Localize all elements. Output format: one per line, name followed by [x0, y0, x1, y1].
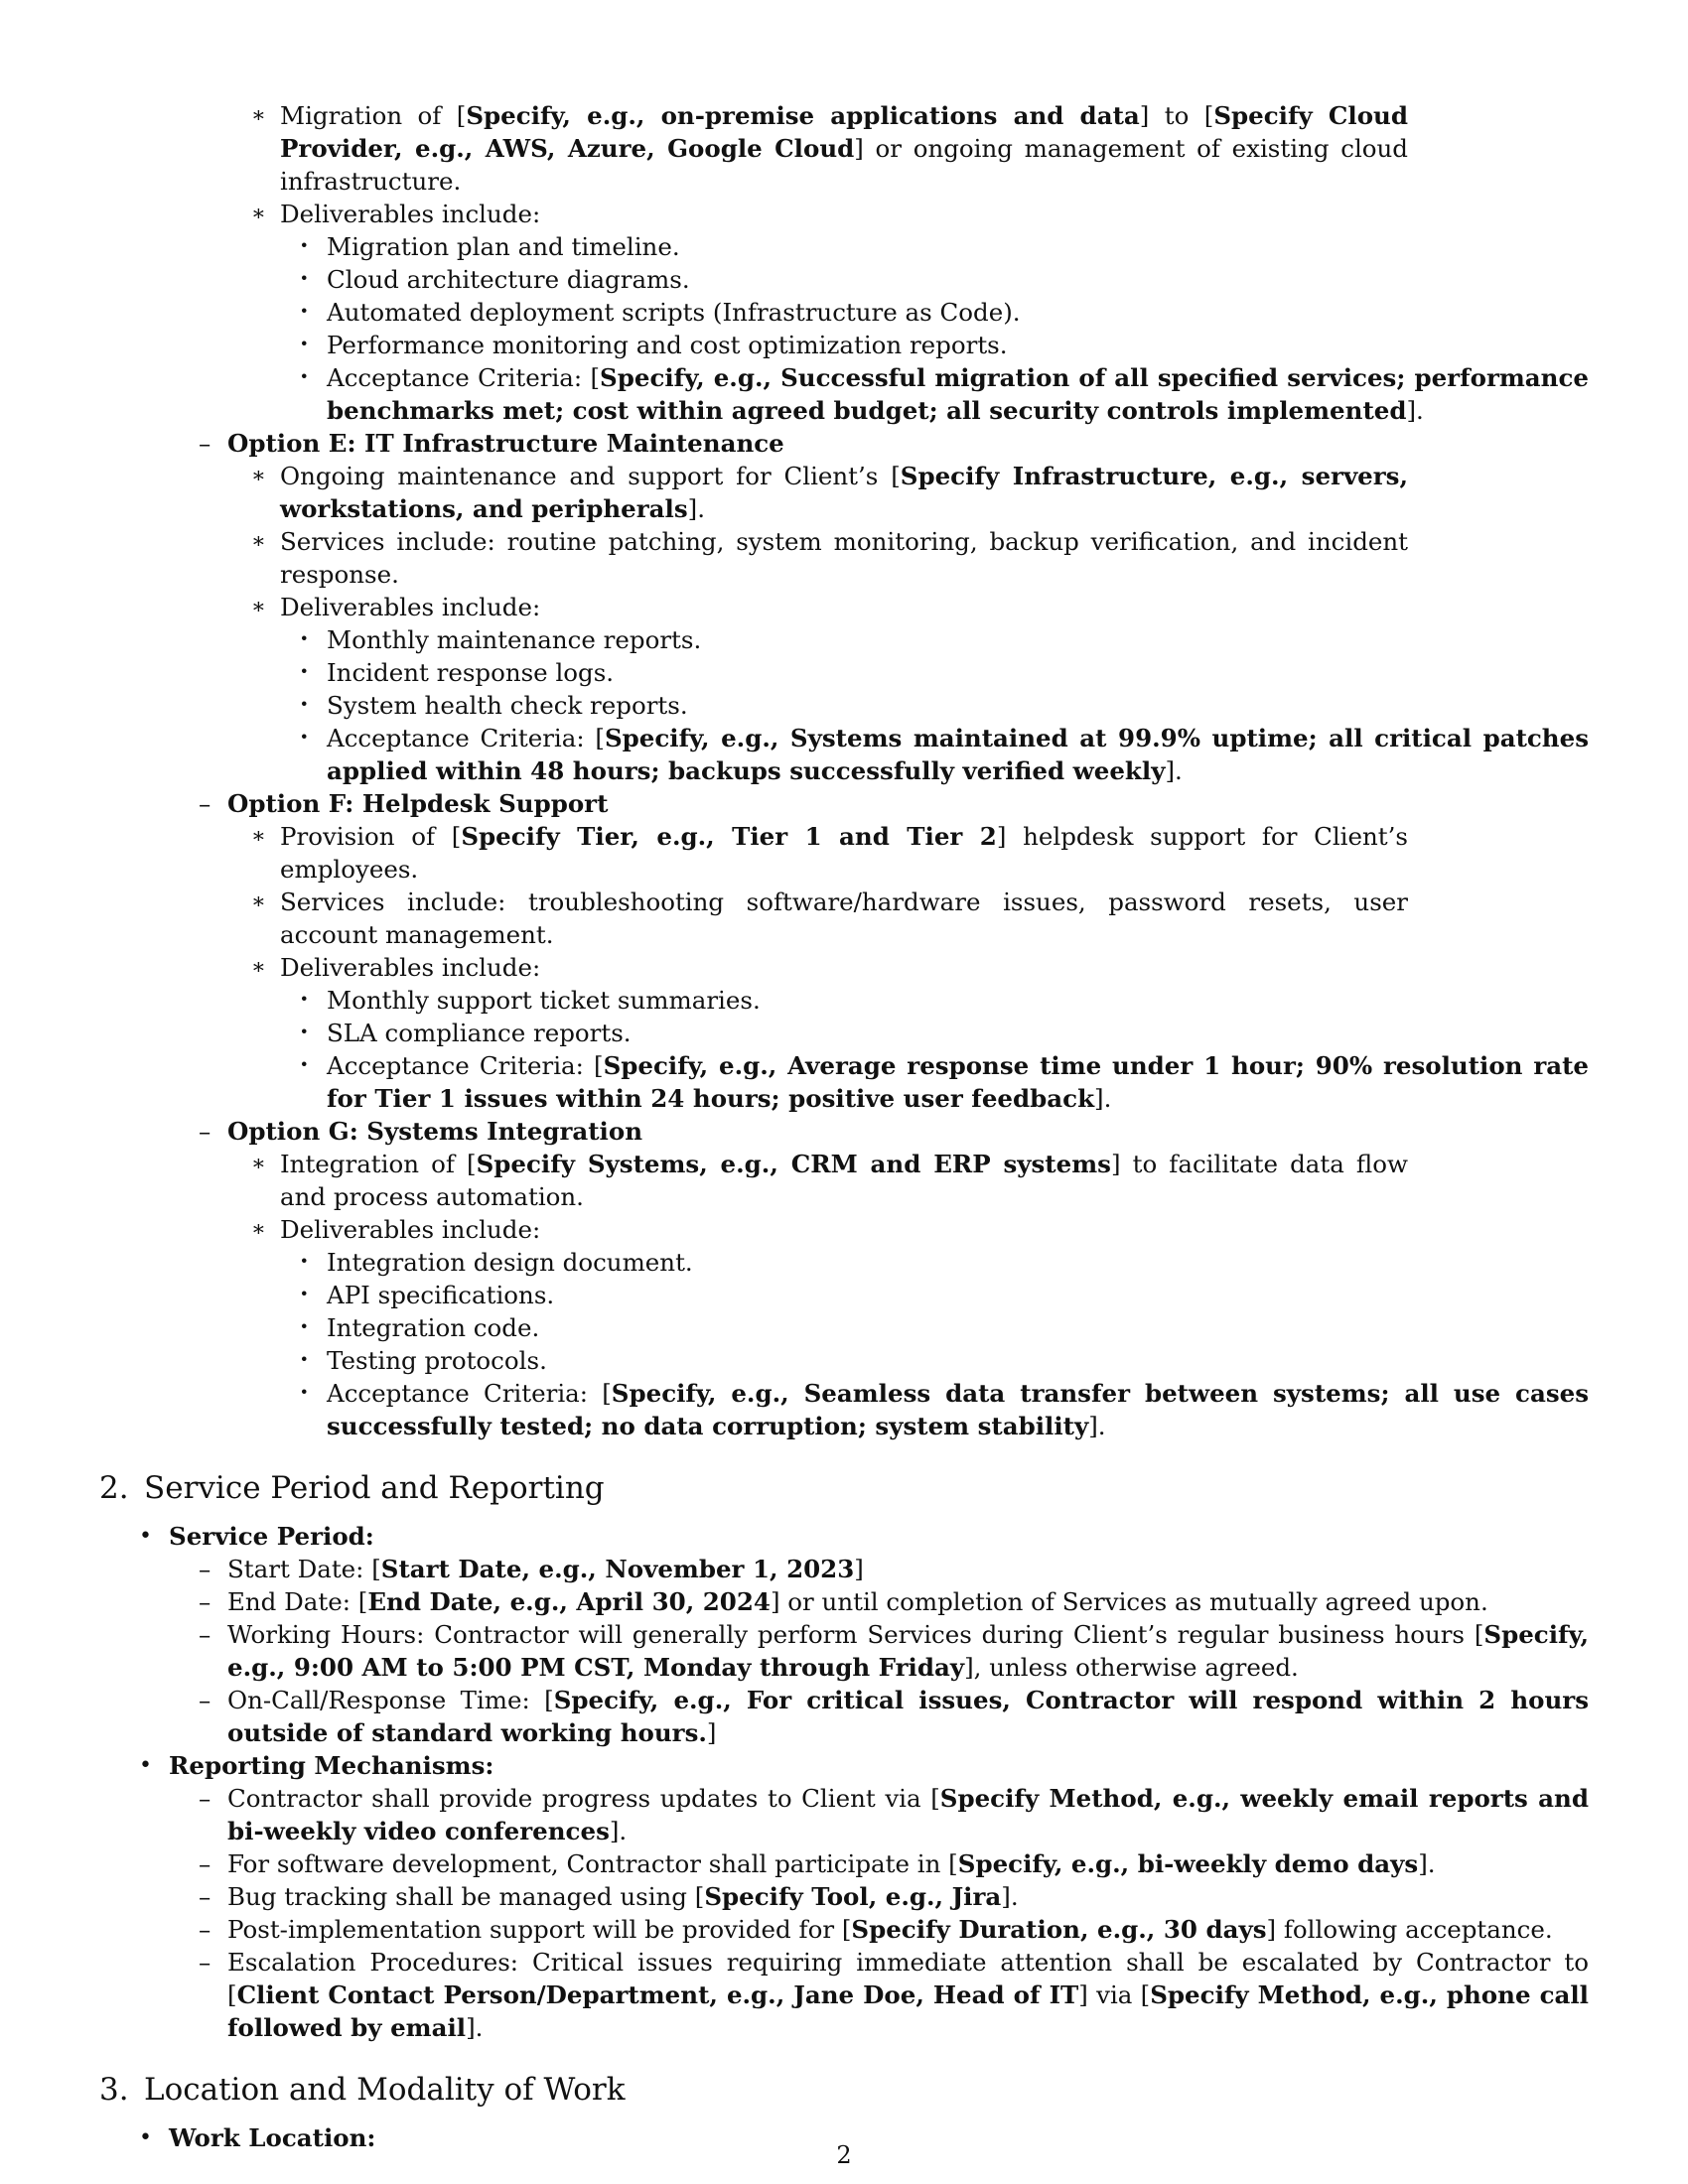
deliverable-item: · Cloud architecture diagrams.	[300, 263, 690, 294]
deliverable-item: · Performance monitoring and cost optimization reports.	[300, 329, 1008, 359]
deliverable-item: · Monthly support ticket summaries.	[300, 984, 761, 1015]
dash-bullet-icon: –	[199, 1784, 211, 1813]
dot-bullet-icon: ·	[300, 623, 309, 652]
deliverable-item: · Integration design document.	[300, 1246, 693, 1277]
bullet-icon: •	[139, 2125, 152, 2150]
bullet-icon: •	[139, 1753, 152, 1778]
list-item: – Working Hours: Contractor will generally perform Services during Client’s regular business hours [Specify, e.g., 9:00 AM to 5:00 PM CST, Monday through Friday], unless otherwise agreed.	[199, 1620, 1589, 1682]
deliverable-item: · SLA compliance reports.	[300, 1017, 632, 1047]
deliverable-item: · Testing protocols.	[300, 1344, 547, 1375]
list-item: ∗ Deliverables include:	[251, 593, 541, 621]
list-item: • Service Period:	[139, 1522, 374, 1551]
list-item: ∗ Deliverables include:	[251, 953, 541, 982]
dot-bullet-icon: ·	[300, 1246, 309, 1275]
deliverable-item: · Incident response logs.	[300, 656, 615, 687]
list-item: ∗ Provision of [Specify Tier, e.g., Tier 1 and Tier 2] helpdesk support for Client’s employees.	[251, 822, 1408, 884]
acceptance-criteria: · Acceptance Criteria: [Specify, e.g., Average response time under 1 hour; 90% resolution rate for Tier 1 issues within 24 hours; positive user feedback].	[300, 1049, 1590, 1113]
dot-bullet-icon: ·	[300, 263, 309, 292]
dash-bullet-icon: –	[199, 1882, 211, 1911]
option-heading: – Option F: Helpdesk Support	[199, 789, 609, 818]
dash-bullet-icon: –	[199, 1686, 211, 1714]
list-item: • Work Location:	[139, 2123, 376, 2152]
section-heading: 3. Location and Modality of Work	[99, 2072, 626, 2108]
list-item: ∗ Deliverables include:	[251, 200, 541, 228]
dot-bullet-icon: ·	[300, 722, 309, 751]
dot-bullet-icon: ·	[300, 1279, 309, 1307]
section-heading: 2. Service Period and Reporting	[99, 1470, 605, 1506]
asterisk-bullet-icon: ∗	[251, 103, 266, 128]
asterisk-bullet-icon: ∗	[251, 1152, 266, 1176]
dash-bullet-icon: –	[199, 1948, 211, 1977]
dot-bullet-icon: ·	[300, 361, 309, 390]
list-item: ∗ Migration of [Specify, e.g., on-premise applications and data] to [Specify Cloud Provider, e.g., AWS, Azure, Google Cloud] or ongoing management of existing cloud infrastructure.	[251, 101, 1408, 196]
asterisk-bullet-icon: ∗	[251, 889, 266, 914]
deliverable-item: · Integration code.	[300, 1311, 540, 1342]
list-item: – Post-implementation support will be provided for [Specify Duration, e.g., 30 days] following acceptance.	[199, 1915, 1553, 1944]
acceptance-criteria: · Acceptance Criteria: [Specify, e.g., Seamless data transfer between systems; all use cases successfully tested; no data corruption; system stability].	[300, 1377, 1589, 1440]
dot-bullet-icon: ·	[300, 656, 309, 685]
list-item: ∗ Ongoing maintenance and support for Client’s [Specify Infrastructure, e.g., servers, workstations, and peripherals].	[251, 462, 1408, 523]
list-item: ∗ Services include: routine patching, system monitoring, backup verification, and incident response.	[251, 527, 1408, 589]
deliverable-item: · System health check reports.	[300, 689, 688, 720]
dot-bullet-icon: ·	[300, 1377, 309, 1406]
dash-bullet-icon: –	[199, 789, 211, 818]
list-item: – For software development, Contractor shall participate in [Specify, e.g., bi-weekly demo days].	[199, 1849, 1436, 1878]
asterisk-bullet-icon: ∗	[251, 824, 266, 849]
list-item: – Start Date: [Start Date, e.g., November 1, 2023]	[199, 1555, 864, 1583]
dot-bullet-icon: ·	[300, 296, 309, 325]
asterisk-bullet-icon: ∗	[251, 529, 266, 554]
dot-bullet-icon: ·	[300, 1017, 309, 1045]
asterisk-bullet-icon: ∗	[251, 1217, 266, 1242]
list-item: – Escalation Procedures: Critical issues requiring immediate attention shall be escalated by Contractor to [Client Contact Person/Department, e.g., Jane Doe, Head of IT] via [Specify Method, e.g., phone call followed by email].	[199, 1948, 1589, 2042]
list-item: – End Date: [End Date, e.g., April 30, 2024] or until completion of Services as mutually agreed upon.	[199, 1587, 1488, 1616]
deliverable-item: · API specifications.	[300, 1279, 555, 1309]
page-number: 2	[836, 2141, 852, 2169]
asterisk-bullet-icon: ∗	[251, 955, 266, 980]
asterisk-bullet-icon: ∗	[251, 464, 266, 488]
dot-bullet-icon: ·	[300, 689, 309, 718]
dot-bullet-icon: ·	[300, 1311, 309, 1340]
list-item: – On-Call/Response Time: [Specify, e.g., For critical issues, Contractor will respond within 2 hours outside of standard working hours.]	[199, 1686, 1589, 1747]
dash-bullet-icon: –	[199, 1620, 211, 1649]
dash-bullet-icon: –	[199, 1117, 211, 1146]
list-item: ∗ Integration of [Specify Systems, e.g., CRM and ERP systems] to facilitate data flow and process automation.	[251, 1150, 1408, 1211]
option-heading: – Option E: IT Infrastructure Maintenance	[199, 429, 784, 458]
list-item: ∗ Deliverables include:	[251, 1215, 541, 1244]
list-item: ∗ Services include: troubleshooting software/hardware issues, password resets, user account management.	[251, 887, 1408, 949]
dash-bullet-icon: –	[199, 429, 211, 458]
asterisk-bullet-icon: ∗	[251, 202, 266, 226]
list-item: • Reporting Mechanisms:	[139, 1751, 494, 1780]
dot-bullet-icon: ·	[300, 1344, 309, 1373]
list-item: – Contractor shall provide progress updates to Client via [Specify Method, e.g., weekly email reports and bi-weekly video conferences].	[199, 1784, 1589, 1845]
option-heading: – Option G: Systems Integration	[199, 1117, 643, 1146]
deliverable-item: · Monthly maintenance reports.	[300, 623, 702, 654]
asterisk-bullet-icon: ∗	[251, 595, 266, 619]
page-content	[99, 99, 1589, 2154]
deliverable-item: · Migration plan and timeline.	[300, 230, 680, 261]
list-item: – Bug tracking shall be managed using [Specify Tool, e.g., Jira].	[199, 1882, 1019, 1911]
dash-bullet-icon: –	[199, 1587, 211, 1616]
deliverable-item: · Automated deployment scripts (Infrastructure as Code).	[300, 296, 1021, 327]
dot-bullet-icon: ·	[300, 230, 309, 259]
dot-bullet-icon: ·	[300, 329, 309, 357]
dash-bullet-icon: –	[199, 1849, 211, 1878]
dot-bullet-icon: ·	[300, 1049, 309, 1078]
dash-bullet-icon: –	[199, 1915, 211, 1944]
dot-bullet-icon: ·	[300, 984, 309, 1013]
dash-bullet-icon: –	[199, 1555, 211, 1583]
bullet-icon: •	[139, 1524, 152, 1549]
acceptance-criteria: · Acceptance Criteria: [Specify, e.g., Successful migration of all specified services; performance benchmarks met; cost within agreed budget; all security controls implemented].	[300, 361, 1589, 425]
acceptance-criteria: · Acceptance Criteria: [Specify, e.g., Systems maintained at 99.9% uptime; all critical patches applied within 48 hours; backups successfully verified weekly].	[300, 722, 1589, 785]
